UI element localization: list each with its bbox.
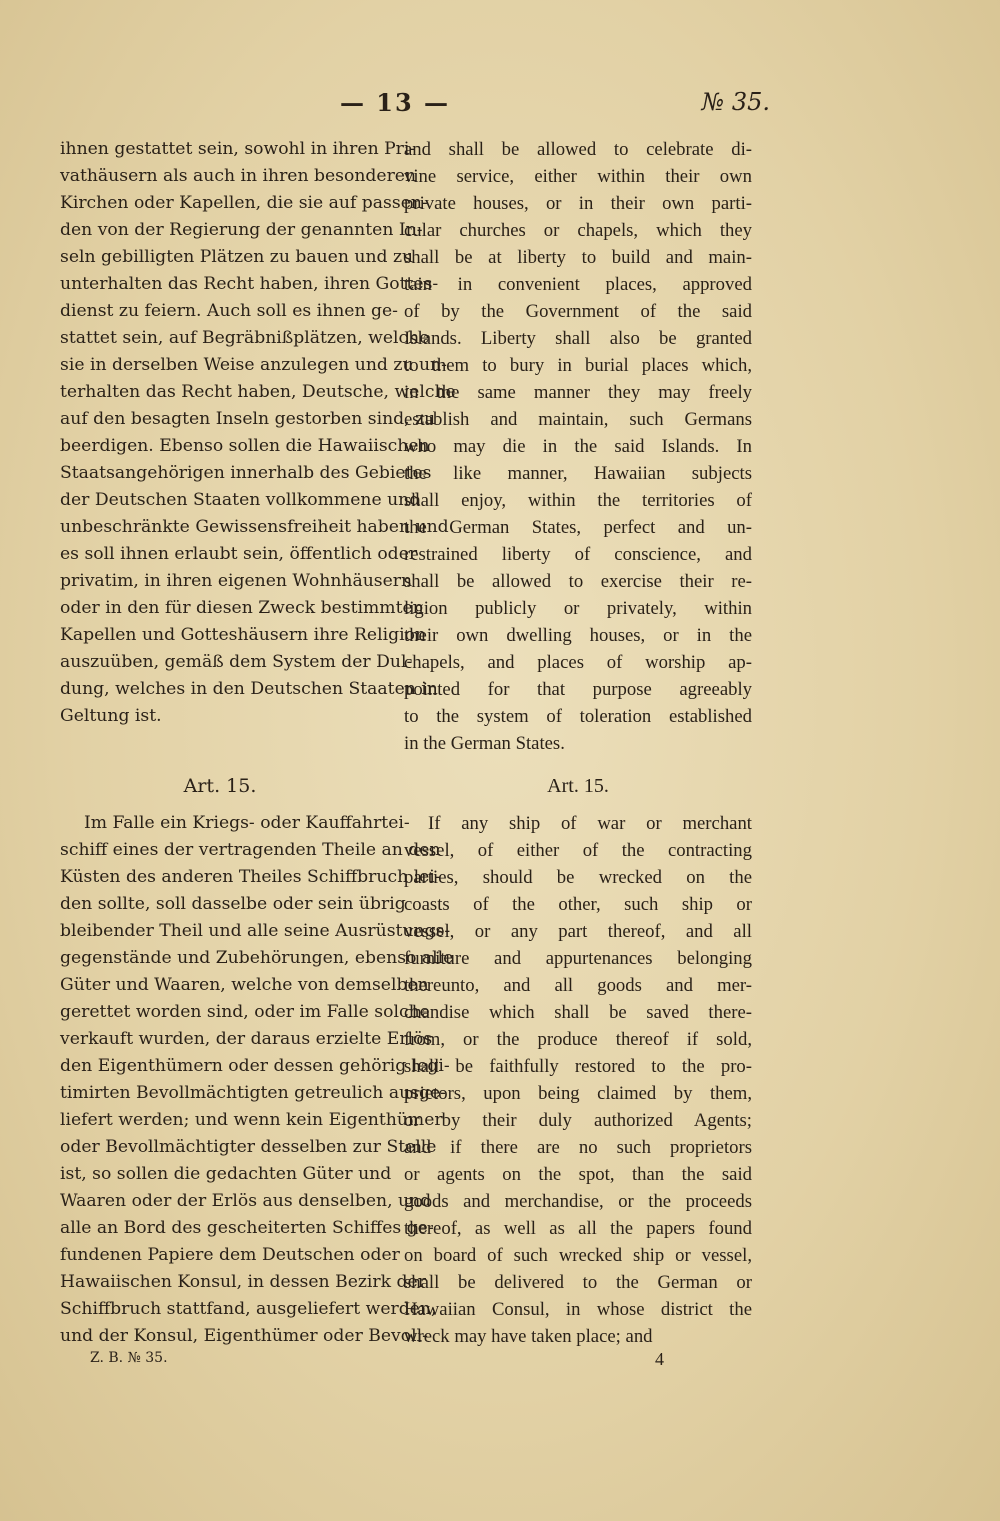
article-heading-german: Art. 15. [183, 775, 257, 797]
text-line: und der Konsul, Eigenthümer oder Bevoll- [60, 1326, 428, 1346]
text-line: private houses, or in their own parti- [404, 193, 752, 214]
text-line: dung, welches in den Deutschen Staaten in [60, 679, 438, 699]
text-line: den sollte, soll dasselbe oder sein übrig [60, 894, 406, 914]
text-line: or by their duly authorized Agents; [404, 1110, 752, 1131]
text-line: the like manner, Hawaiian subjects [404, 463, 752, 484]
text-line: Güter und Waaren, welche von demselben [60, 975, 429, 995]
text-line: cular churches or chapels, which they [404, 220, 752, 241]
text-line: Hawaiian Consul, in whose district the [404, 1299, 752, 1320]
text-line: of by the Government of the said [404, 301, 752, 322]
text-line: vine service, either within their own [404, 166, 752, 187]
text-line: schiff eines der vertragenden Theile an den [60, 840, 441, 860]
text-line: from, or the produce thereof if sold, [404, 1029, 752, 1050]
text-line: shall be delivered to the German or [404, 1272, 752, 1293]
issue-number: № 35. [701, 88, 770, 116]
text-line: in the same manner they may freely [404, 382, 752, 403]
text-line: vessel, or any part thereof, and all [404, 921, 752, 942]
text-line: coasts of the other, such ship or [404, 894, 752, 915]
text-line: thereunto, and all goods and mer- [404, 975, 752, 996]
text-line: wreck may have taken place; and [404, 1326, 653, 1347]
text-line: ligion publicly or privately, within [404, 598, 752, 619]
text-line: to them to bury in burial places which, [404, 355, 752, 376]
text-line: privatim, in ihren eigenen Wohnhäusern [60, 571, 413, 591]
text-line: liefert werden; und wenn kein Eigenthümer [60, 1110, 443, 1130]
text-line: den Eigenthümern oder dessen gehörig legi- [60, 1056, 450, 1076]
text-line: goods and merchandise, or the proceeds [404, 1191, 752, 1212]
text-line: auszuüben, gemäß dem System der Dul- [60, 652, 413, 672]
text-line: who may die in the said Islands. In [404, 436, 752, 457]
article-heading-english: Art. 15. [547, 775, 609, 797]
text-line: chapels, and places of worship ap- [404, 652, 752, 673]
text-line: on board of such wrecked ship or vessel, [404, 1245, 752, 1266]
text-line: ist, so sollen die gedachten Güter und [60, 1164, 392, 1184]
text-line: pointed for that purpose agreeably [404, 679, 752, 700]
text-line: or agents on the spot, than the said [404, 1164, 752, 1185]
text-line: es soll ihnen erlaubt sein, öffentlich oder [60, 544, 418, 564]
text-line: sie in derselben Weise anzulegen und zu un- [60, 355, 447, 375]
text-line: establish and maintain, such Germans [404, 409, 752, 430]
text-line: and shall be allowed to celebrate di- [404, 139, 752, 160]
text-line: beerdigen. Ebenso sollen die Hawaiischen [60, 436, 430, 456]
text-line: chandise which shall be saved there- [404, 1002, 752, 1023]
text-line: Kapellen und Gotteshäusern ihre Religion [60, 625, 427, 645]
text-line: gegenstände und Zubehörungen, ebenso alle [60, 948, 454, 968]
text-line: furniture and appurtenances belonging [404, 948, 752, 969]
text-line: the German States, perfect and un- [404, 517, 752, 538]
text-line: alle an Bord des gescheiterten Schiffes ge- [60, 1218, 434, 1238]
text-line: Schiffbruch stattfand, ausgeliefert werden, [60, 1299, 437, 1319]
text-line: seln gebilligten Plätzen zu bauen und zu [60, 247, 414, 267]
text-line: Küsten des anderen Theiles Schiffbruch lei- [60, 867, 441, 887]
text-line: shall be at liberty to build and main- [404, 247, 752, 268]
page-number: — 13 — [339, 88, 451, 117]
text-line: Geltung ist. [60, 706, 162, 726]
page-header [330, 88, 770, 124]
text-line: and if there are no such proprietors [404, 1137, 752, 1158]
text-line: Im Falle ein Kriegs- oder Kauffahrtei- [84, 813, 410, 833]
text-line: ihnen gestattet sein, sowohl in ihren Pri- [60, 139, 416, 159]
text-line: Waaren oder der Erlös aus denselben, und [60, 1191, 432, 1211]
text-line: Kirchen oder Kapellen, die sie auf passen- [60, 193, 428, 213]
german-column-top [60, 136, 456, 730]
text-line: parties, should be wrecked on the [404, 867, 752, 888]
english-column-top [404, 136, 752, 757]
text-line: bleibender Theil und alle seine Ausrüstungs- [60, 921, 451, 941]
text-line: Hawaiischen Konsul, in dessen Bezirk der [60, 1272, 426, 1292]
text-line: dienst zu feiern. Auch soll es ihnen ge- [60, 301, 398, 321]
text-line: prietors, upon being claimed by them, [404, 1083, 752, 1104]
text-line: unbeschränkte Gewissensfreiheit haben und [60, 517, 449, 537]
text-line: den von der Regierung der genannten In- [60, 220, 423, 240]
text-line: in the German States. [404, 733, 565, 754]
signature-mark-left: Z. B. № 35. [90, 1350, 168, 1366]
text-line: If any ship of war or merchant [428, 813, 752, 834]
signature-mark-right: 4 [655, 1349, 664, 1369]
text-line: stattet sein, auf Begräbnißplätzen, welche [60, 328, 430, 348]
text-line: vathäusern als auch in ihren besonderen [60, 166, 417, 186]
text-line: Islands. Liberty shall also be granted [404, 328, 752, 349]
text-line: gerettet worden sind, oder im Falle solche [60, 1002, 430, 1022]
text-line: thereof, as well as all the papers found [404, 1218, 752, 1239]
text-line: terhalten das Recht haben, Deutsche, welche [60, 382, 456, 402]
text-line: their own dwelling houses, or in the [404, 625, 752, 646]
english-column-article-15 [404, 810, 752, 1350]
text-line: oder Bevollmächtigter desselben zur Stelle [60, 1137, 437, 1157]
text-line: shall be faithfully restored to the pro- [404, 1056, 752, 1077]
text-line: auf den besagten Inseln gestorben sind, zu [60, 409, 436, 429]
text-line: verkauft wurden, der daraus erzielte Erlös [60, 1029, 433, 1049]
text-line: tain in convenient places, approved [404, 274, 752, 295]
text-line: restrained liberty of conscience, and [404, 544, 752, 565]
text-line: timirten Bevollmächtigten getreulich ausge- [60, 1083, 446, 1103]
text-line: Staatsangehörigen innerhalb des Gebietes [60, 463, 432, 483]
text-line: der Deutschen Staaten vollkommene und [60, 490, 421, 510]
german-column-article-15 [60, 810, 454, 1350]
text-line: vessel, of either of the contracting [404, 840, 752, 861]
text-line: to the system of toleration established [404, 706, 752, 727]
text-line: unterhalten das Recht haben, ihren Gottes- [60, 274, 439, 294]
text-line: oder in den für diesen Zweck bestimmten [60, 598, 424, 618]
text-line: shall be allowed to exercise their re- [404, 571, 752, 592]
text-line: shall enjoy, within the territories of [404, 490, 752, 511]
text-line: fundenen Papiere dem Deutschen oder [60, 1245, 400, 1265]
